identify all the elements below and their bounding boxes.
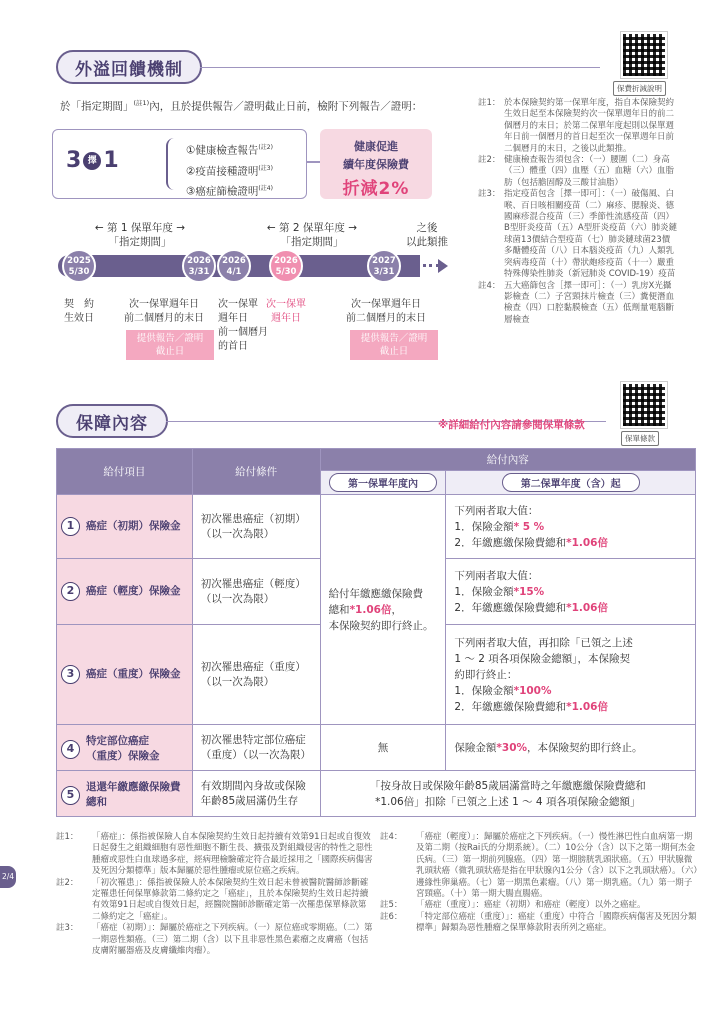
mid-highlight: *1.06倍 [349, 603, 392, 616]
content-line: 下列兩者取大值，再扣除「已領之上述 [454, 636, 633, 649]
desc-line: 契 約 [64, 299, 94, 310]
cond-line: 初次罹患特定部位癌症 [200, 733, 306, 746]
footnote-key: 註5： [380, 900, 403, 911]
benefit-line1: 健康促進 [354, 140, 398, 153]
page-number-tab: 2/4 [0, 866, 16, 888]
report-item-sup: (註4) [258, 185, 273, 192]
note [478, 98, 678, 155]
item-number: 4 [61, 740, 80, 759]
note-text: 五大癌篩包含［擇一即可］：（一）乳房X光攝影檢查（二）子宮頸抹片檢查（三）糞便潛血檢查（四）口腔黏膜檢查（五）低劑量電腦斷層檢查 [504, 280, 675, 325]
arrow-connector [307, 161, 321, 163]
date-circle [217, 249, 251, 283]
content-highlight: *1.06倍 [566, 700, 608, 713]
deadline-line: 提供報告／證明 [360, 333, 428, 344]
content-part: 2．年繳應繳保險費總和 [454, 601, 567, 614]
date-circle-highlight [269, 249, 303, 283]
content-line: 「按身故日或保險年齡85歲屆滿當時之年繳應繳保險費總和 [369, 779, 646, 792]
content-line [454, 519, 687, 535]
cond-cell [192, 559, 320, 625]
deadline-badge [350, 330, 438, 360]
none-cell: 無 [320, 725, 446, 771]
footnote-key: 註2： [56, 877, 79, 888]
cond-cell [192, 771, 320, 817]
date-circle [367, 249, 401, 283]
intro-post: 內，且於提供報告／證明截止日前，檢附下列報告／證明： [149, 100, 423, 113]
cond-cell [192, 625, 320, 725]
year2-content-cell [446, 495, 696, 559]
note-text: 於本保險契約第一保單年度，指自本保險契約生效日起至本保險契約次一保單週年日的前二個曆月的末日；於第二保單年度起則以保單週年日前一個曆月的首日起至次一保單週年日前二個曆月的末日，之後以此類推。 [504, 98, 675, 154]
title-underline [200, 67, 600, 68]
desc-line: 前二個曆月的末日 [346, 313, 426, 324]
qr-label-premium-discount: 保費折減說明 [613, 81, 666, 96]
note-key: 註3： [478, 189, 501, 200]
deadline-line: 截止日 [155, 346, 185, 357]
item-number: 2 [61, 582, 80, 601]
mid-part: 總和 [328, 603, 350, 616]
deadline-line: 提供報告／證明 [136, 333, 204, 344]
content-line [454, 535, 687, 551]
footnote [380, 832, 698, 900]
content-highlight: *30% [496, 741, 528, 754]
choose-mid: 擇 [83, 152, 101, 170]
refund-content-cell [320, 771, 695, 817]
section-title-feedback-text: 外溢回饋機制 [75, 59, 183, 80]
footnote [56, 923, 374, 957]
timeline-arrow-icon [438, 259, 448, 273]
cond-line: （重度）（以一次為限） [200, 748, 312, 761]
subhead-year2 [446, 471, 696, 495]
table-row [57, 495, 696, 559]
qr-code-icon[interactable] [621, 32, 667, 78]
benefit-line3: 折減2% [342, 179, 410, 199]
content-highlight: * 5 % [513, 520, 545, 533]
report-list [186, 139, 273, 201]
desc-line: 前二個曆月的末日 [124, 313, 204, 324]
cond-line: 初次罹患癌症（重度） [200, 660, 306, 673]
content-highlight: *1.06倍 [566, 536, 608, 549]
deadline-badge [126, 330, 214, 360]
note-text: 健康檢查報告須包含：（一）腰圍（二）身高（三）體重（四）血壓（五）血糖（六）血脂肪（包括膽固醇及三酸甘油脂） [504, 155, 675, 188]
footnote [56, 878, 374, 924]
desc-line: 次一保單週年日 [129, 299, 199, 310]
content-part: 2．年繳應繳保險費總和 [454, 700, 567, 713]
section-title-feedback [56, 50, 202, 84]
year1-content-cell [320, 495, 446, 725]
item-cell [57, 625, 193, 725]
content-line: 1 ～ 2 項各項保險金總額」，本保險契 [454, 652, 631, 665]
footnote-text: 「癌症（重度）」：癌症（初期）和癌症（輕度）以外之癌症。 [416, 900, 646, 911]
note-key: 註1： [478, 98, 501, 108]
desc-line: 次一保單 [218, 299, 258, 310]
date-circle [182, 249, 216, 283]
year2-line1: ← 第 2 保單年度 → [266, 222, 358, 234]
benefit-line2: 續年度保險費 [343, 158, 409, 171]
year1-line1: ← 第 1 保單年度 → [94, 222, 186, 234]
footnotes-left [56, 832, 374, 957]
choose-a: 3 [66, 148, 82, 173]
content-line [454, 584, 687, 600]
intro-text [60, 98, 422, 114]
head-content: 給付內容 [320, 449, 695, 471]
date-day: 5/30 [275, 267, 297, 277]
year2-content-cell [446, 559, 696, 625]
date-year: 2026 [187, 256, 211, 266]
content-part: 1．保險金額 [454, 684, 514, 697]
footnote-text: 「初次罹患」：係指被保險人於本保險契約生效日起未曾被醫院醫師診斷確定罹患任何保單條款第二條約定之「癌症」，且於本保險契約生效日起持續有效第91日起或自復效日起，經醫院醫師診斷確定第一次罹患保單條款第二條約定之「癌症」。 [92, 877, 369, 922]
item-label: 癌症（輕度）保險金 [86, 585, 181, 597]
footnote-key: 註1： [56, 832, 79, 842]
section-title-coverage [56, 404, 168, 438]
content-line: 約即行終止： [454, 668, 518, 681]
item-number: 5 [61, 786, 80, 805]
date-year: 2027 [372, 256, 396, 266]
cond-line: （以一次為限） [200, 592, 275, 605]
note-key: 註4： [478, 280, 501, 291]
date-day: 4/1 [226, 267, 242, 277]
date-day: 3/31 [373, 267, 395, 277]
subhead-year1-label: 第一保單年度內 [329, 473, 437, 492]
content-line [454, 699, 687, 715]
head-item: 給付項目 [57, 449, 193, 495]
item-cell [57, 771, 193, 817]
desc-line: 的首日 [218, 341, 248, 352]
content-part: 1．保險金額 [454, 520, 514, 533]
benefit-box [320, 129, 432, 199]
footnotes-right [380, 832, 698, 935]
content-line: *1.06倍」扣除「已領之上述 1 ～ 4 項各項保險金總額」 [375, 795, 641, 808]
desc-line: 前一個曆月 [218, 327, 268, 338]
report-item-sup: (註2) [258, 144, 273, 151]
content-line [454, 600, 687, 616]
date-year: 2025 [67, 256, 91, 266]
cond-line: （以一次為限） [200, 675, 275, 688]
item-label: （重度）保險金 [86, 749, 160, 762]
desc-line: 週年日 [218, 313, 248, 324]
footnote [56, 832, 374, 878]
section-title-coverage-text: 保障內容 [76, 413, 148, 434]
cond-line: 初次罹患癌症（初期） [200, 512, 306, 525]
item-label: 癌症（初期）保險金 [86, 520, 181, 532]
note [478, 189, 678, 280]
item-cell [57, 725, 193, 771]
timeline-desc-highlight [266, 298, 306, 326]
item-cell [57, 559, 193, 625]
after-line2: 以此類推 [406, 236, 448, 248]
footnote-text: 「癌症」：係指被保險人自本保險契約生效日起持續有效第91日起或自復效日起發生之組織細胞有惡性細胞不斷生長、擴張及對組織侵害的特性之惡性腫瘤或惡性白血球過多症，經病理檢驗確定符合最近採用之「國際疾病傷害及死因分類標準」版本歸屬於惡性腫瘤或原位癌之疾病。 [92, 832, 373, 877]
footnote-text: 「特定部位癌症（重度）」：癌症（重度）中符合「國際疾病傷害及死因分類標準」歸類為惡性腫瘤之保單條款附表所列之癌症。 [416, 911, 697, 934]
footnote-key: 註4： [380, 832, 403, 842]
subhead-year2-label: 第二保單年度（含）起 [502, 473, 640, 492]
note-text: 指定疫苗包含［擇一即可］：（一）破傷風、白喉、百日咳相關疫苗（二）麻疹、腮腺炎、德國麻疹混合疫苗（三）季節性流感疫苗（四）B型肝炎疫苗（五）A型肝炎疫苗（六）肺炎鏈球菌13價結合型疫苗（七）肺炎鏈球菌23價多醣體疫苗（八）日本腦炎疫苗（九）人類乳突病毒疫苗（十）帶狀皰疹疫苗（十一）嚴重特殊傳染性肺炎（新冠肺炎 COVID-19）疫苗 [504, 189, 678, 280]
item-number: 1 [61, 517, 80, 536]
after-line1: 之後 [416, 222, 438, 234]
year2-label [252, 221, 372, 249]
footnote [380, 912, 698, 935]
note [478, 155, 678, 189]
footnote-text: 「癌症（初期）」：歸屬於癌症之下列疾病。（一）原位癌或零期癌。（二）第一期惡性類癌。（三）第二期（含）以下且非惡性黑色素瘤之皮膚癌（包括皮膚附屬器癌及皮膚纖維肉瘤）。 [92, 923, 373, 957]
report-item-label: ②疫苗接種證明 [186, 165, 259, 177]
brace-icon [166, 138, 176, 190]
cond-line: （以一次為限） [200, 527, 275, 540]
content-line: 下列兩者取大值： [454, 504, 539, 517]
choose-one-of-three [66, 148, 119, 173]
item-number: 3 [61, 665, 80, 684]
cond-line: 年齡85歲屆滿仍生存 [200, 794, 299, 807]
report-item [186, 160, 273, 181]
cond-cell [192, 725, 320, 771]
year1-line2: 「指定期間」 [108, 236, 172, 248]
table-row [57, 771, 696, 817]
timeline-desc [64, 298, 94, 326]
timeline-desc [124, 298, 204, 326]
choose-b: 1 [103, 148, 119, 173]
qr-code-icon[interactable] [621, 382, 667, 428]
content-highlight: *15% [513, 585, 545, 598]
year2-line2: 「指定期間」 [280, 236, 344, 248]
item-label: 癌症（重度）保險金 [86, 668, 181, 680]
content-highlight: *1.06倍 [566, 601, 608, 614]
cond-line: 有效期間內身故或保險 [200, 779, 306, 792]
mid-part: ， [391, 603, 402, 616]
report-item-sup: (註3) [258, 164, 273, 172]
desc-line: 生效日 [64, 313, 94, 324]
cond-line: 初次罹患癌症（輕度） [200, 577, 306, 590]
subhead-year1 [320, 471, 446, 495]
year1-label [80, 221, 200, 249]
footnote-key: 註6： [380, 911, 403, 922]
date-day: 5/30 [68, 267, 90, 277]
year2-content-cell [446, 725, 696, 771]
content-part: 2．年繳應繳保險費總和 [454, 536, 567, 549]
note-key: 註2： [478, 155, 501, 166]
footnote-key: 註3： [56, 923, 79, 934]
intro-pre: 於「指定期間」 [60, 100, 134, 113]
report-item-label: ③癌症篩檢證明 [186, 185, 259, 198]
head-cond: 給付條件 [192, 449, 320, 495]
legal-note: ※詳細給付內容請參閱保單條款 [438, 419, 585, 431]
content-part: ，本保險契約即行終止。 [527, 741, 643, 754]
desc-line: 週年日 [271, 313, 301, 324]
date-circle [62, 249, 96, 283]
footnote-text: 「癌症（輕度）」：歸屬於癌症之下列疾病。（一）慢性淋巴性白血病第一期及第二期（按Rai氏的分期系統）。（二）10公分（含）以下之第一期何杰金氏病。（三）第一期前列腺癌。（四）第一期膀胱乳頭狀癌。（五）甲狀腺微乳頭狀癌（微乳頭狀癌是指在甲狀腺內1公分（含）以下之乳頭狀癌）。（六）邊緣性卵巢癌。（七）第一期黑色素瘤。（八）第一期乳癌。（九）第一期子宮頸癌。（十）第一期大腸直腸癌。 [416, 832, 698, 900]
mid-line [329, 602, 438, 618]
date-day: 3/31 [188, 267, 210, 277]
desc-line: 次一保單週年日 [351, 299, 421, 310]
timeline-desc [346, 298, 426, 326]
deadline-line: 截止日 [379, 346, 409, 357]
item-label: 總和 [86, 795, 107, 808]
content-part: 保險金額 [454, 741, 497, 754]
mid-line: 給付年繳應繳保險費 [328, 587, 424, 600]
item-cell [57, 495, 193, 559]
year2-content-cell [446, 625, 696, 725]
notes-section1 [478, 98, 678, 326]
coverage-table [56, 448, 696, 817]
after-label [402, 221, 452, 249]
content-line [454, 683, 687, 699]
date-year: 2026 [274, 256, 298, 266]
desc-line: 次一保單 [266, 299, 306, 310]
timeline-dots [410, 264, 440, 267]
intro-sup: (註1) [133, 99, 150, 107]
item-label: 退還年繳應繳保險費 [86, 780, 181, 793]
cond-cell [192, 495, 320, 559]
date-year: 2026 [222, 256, 246, 266]
mid-line: 本保險契約即行終止。 [328, 619, 434, 632]
content-line: 下列兩者取大值： [454, 569, 539, 582]
content-part: 1．保險金額 [454, 585, 514, 598]
report-item-label: ①健康檢查報告 [186, 144, 259, 157]
timeline-desc [218, 298, 268, 354]
item-label: 特定部位癌症 [86, 734, 149, 747]
note [478, 281, 678, 327]
table-row [57, 725, 696, 771]
footnote [380, 900, 698, 911]
content-highlight: *100% [513, 684, 552, 697]
qr-label-policy-terms: 保單條款 [621, 431, 659, 446]
report-item [186, 180, 273, 201]
report-item [186, 139, 273, 160]
